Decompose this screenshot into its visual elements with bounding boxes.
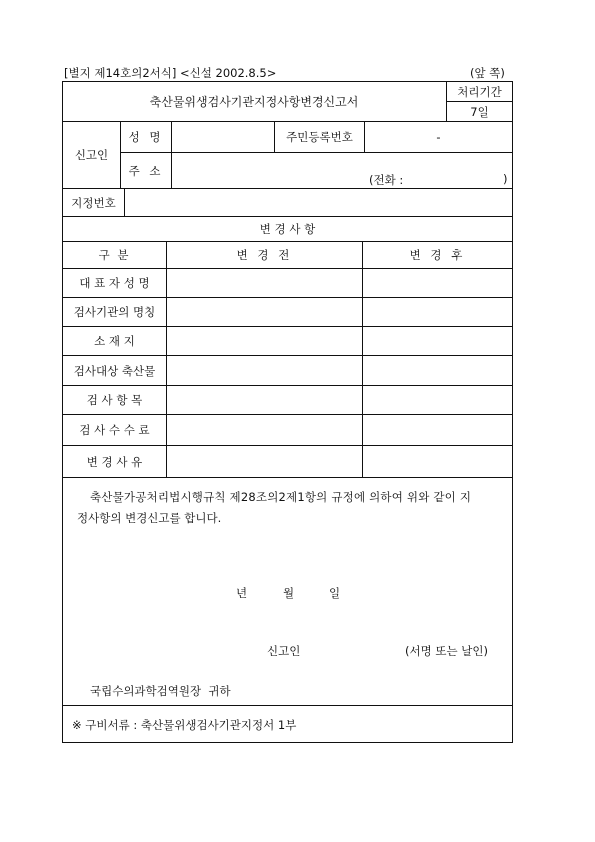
change-row-before[interactable] [167,298,362,326]
changes-section-title: 변 경 사 항 [259,222,316,236]
required-documents: ※ 구비서류 : 축산물위생검사기관지정서 1부 [72,718,297,732]
declaration-text-line2: 정사항의 변경신고를 합니다. [77,511,222,525]
change-row-after[interactable] [363,415,512,445]
signer-label: 신고인 [267,644,301,658]
change-row-before[interactable] [167,386,362,414]
change-row-label: 소 재 지 [94,334,135,348]
change-row-before[interactable] [167,269,362,297]
phone-field[interactable] [420,172,500,186]
change-row-after[interactable] [363,269,512,297]
designation-number-field[interactable] [125,189,512,216]
change-row-after[interactable] [363,386,512,414]
change-row-before[interactable] [167,356,362,385]
phone-close: ) [503,172,508,186]
address-field[interactable] [176,156,506,170]
change-row-label: 검사대상 축산물 [73,363,156,378]
applicant-section-label: 신고인 [74,148,109,162]
change-row-after[interactable] [363,356,512,385]
change-row-before[interactable] [167,415,362,445]
addressee: 국립수의과학검역원장 귀하 [90,684,231,698]
change-row-after[interactable] [363,446,512,477]
change-row-label: 검 사 수 수 료 [79,423,150,437]
change-row-after[interactable] [363,298,512,326]
name-field[interactable] [172,122,274,152]
page-side-label: (앞 쪽) [470,66,505,80]
date-year-label: 년 [236,586,248,600]
processing-period-value: 7일 [470,104,489,119]
date-month-label: 월 [283,586,295,600]
form-title: 축산물위생검사기관지정사항변경신고서 [149,95,359,109]
change-row-before[interactable] [167,327,362,355]
change-row-after[interactable] [363,327,512,355]
change-row-label: 변 경 사 유 [86,454,143,469]
address-label: 주 소 [128,163,164,178]
rrn-label: 주민등록번호 [286,130,353,144]
declaration-text-line1: 축산물가공처리법시행규칙 제28조의2제1항의 규정에 의하여 위와 같이 지 [90,490,472,504]
processing-period-label: 처리기간 [457,84,502,99]
col-header-after: 변 경 후 [409,248,466,262]
rrn-field[interactable]: - [436,130,441,144]
designation-number-label: 지정번호 [71,195,116,210]
change-row-before[interactable] [167,446,362,477]
phone-label: (전화 : [369,173,404,187]
col-header-before: 변 경 전 [236,248,293,262]
col-header-category: 구 분 [98,248,131,262]
change-row-label: 검 사 항 목 [86,393,143,407]
name-label: 성 명 [128,130,164,144]
change-row-label: 대 표 자 성 명 [79,276,150,290]
signature-note: (서명 또는 날인) [405,644,488,658]
date-day-label: 일 [329,586,341,600]
change-row-label: 검사기관의 명칭 [73,305,156,319]
form-number: [별지 제14호의2서식] <신설 2002.8.5> [64,66,277,80]
